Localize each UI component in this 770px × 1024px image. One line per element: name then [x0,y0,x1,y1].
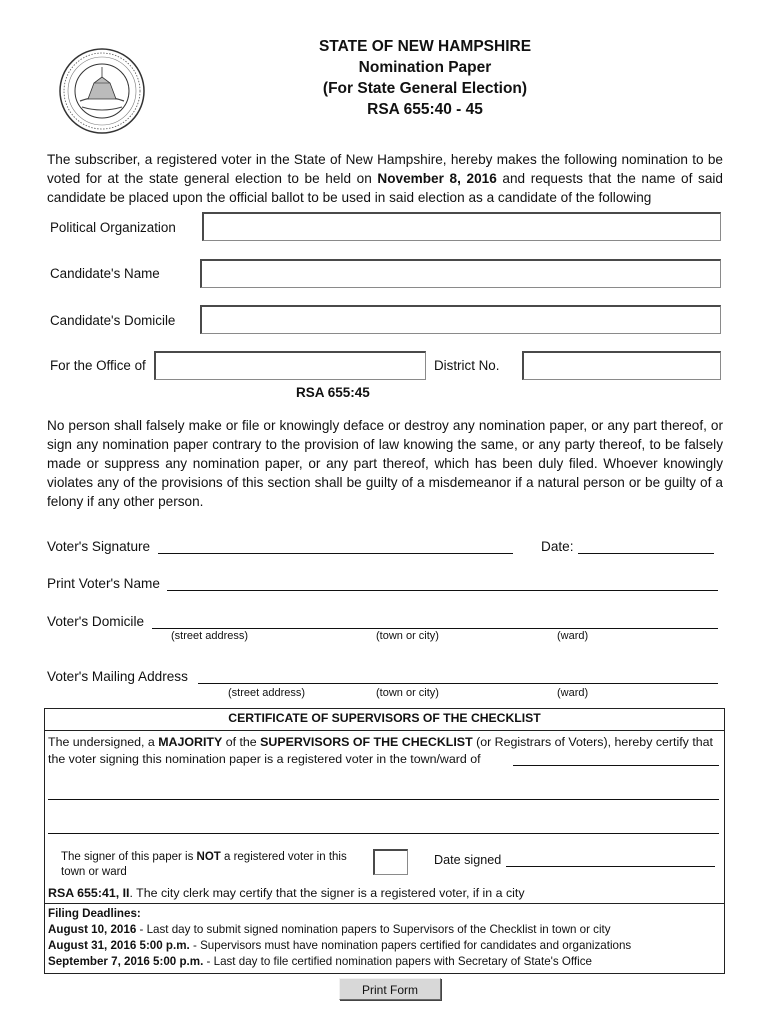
filing-text: - Supervisors must have nomination papers certified for candidates and organizations [189,939,632,952]
intro-paragraph [47,150,723,207]
certificate-divider [45,730,724,731]
filing-item [48,954,592,970]
date-signed-label: Date signed [434,853,502,867]
rsa-65541-text: . The city clerk may certify that the signer is a registered voter, if in a city [129,886,525,900]
intro-text-before: The subscriber, a registered voter in the State of New Hampshire, hereby makes the following nomination to be voted for at the state general election to be held on [47,152,723,186]
candidate-domicile-field[interactable] [200,305,721,334]
office-label: For the Office of [50,358,146,373]
cert-text-3: (or Registrars of Voters), hereby certify that the voter signing this nomination paper is a registered voter in the town/ward of [48,735,713,766]
supervisor-signature-line-1[interactable] [48,799,719,800]
filing-item [48,938,631,954]
voter-domicile-label: Voter's Domicile [47,614,145,629]
town-ward-line[interactable] [513,765,719,766]
title-line-3: (For State General Election) [322,80,528,97]
candidate-name-field[interactable] [200,259,721,288]
voter-signature-label: Voter's Signature [47,539,151,554]
not-registered-checkbox[interactable] [373,849,408,875]
not-text-1: The signer of this paper is [61,851,197,863]
candidate-domicile-label: Candidate's Domicile [50,313,176,328]
print-name-line[interactable] [167,590,718,591]
certificate-box [44,708,725,904]
domicile-street-caption: (street address) [171,630,249,642]
print-name-label: Print Voter's Name [47,576,160,591]
intro-text-after: and requests that the name of said candidate be placed upon the official ballot to be used in said election as a candidate of the following [47,171,723,205]
election-date: November 8, 2016 [377,171,497,186]
political-org-label: Political Organization [50,220,176,235]
voter-signature-line[interactable] [158,553,513,554]
supervisor-signature-line-2[interactable] [48,833,719,834]
filing-text: - Last day to submit signed nomination papers to Supervisors of the Checklist in town or city [136,923,611,936]
state-seal-icon [58,47,146,135]
cert-text-2: of the [222,735,261,749]
rsa-paragraph: No person shall falsely make or file or knowingly deface or destroy any nomination paper, or any part thereof, or sign any nomination paper contrary to the provision of law knowing the same, or any party thereof, to be falsely made or suppress any nomination paper, or any part thereof, which has been duly filed. Whoever knowingly violates any of the provisions of this section shall be guilty of a misdemeanor if a natural person or be guilty of a felony if any other person. [47,418,723,509]
candidate-name-label: Candidate's Name [50,266,160,281]
filing-date: September 7, 2016 5:00 p.m. [48,955,204,968]
filing-deadlines-box [44,904,725,974]
filing-item [48,922,611,938]
voter-domicile-line[interactable] [152,628,718,629]
rsa-65541-note [48,886,525,900]
district-field[interactable] [522,351,721,380]
district-label: District No. [434,358,500,373]
mailing-town-caption: (town or city) [376,687,439,699]
filing-date: August 10, 2016 [48,923,137,936]
filing-title: Filing Deadlines: [48,907,141,920]
cert-text-1: The undersigned, a [48,735,159,749]
rsa-heading: RSA 655:45 [296,385,370,400]
title-line-4: RSA 655:40 - 45 [367,101,483,118]
cert-supervisors: SUPERVISORS OF THE CHECKLIST [260,735,473,749]
certificate-statement [48,734,721,768]
domicile-town-caption: (town or city) [376,630,439,642]
mailing-ward-caption: (ward) [557,687,589,699]
political-org-field[interactable] [202,212,721,241]
not-text-2: a registered voter in this town or ward [61,851,347,878]
title-line-2: Nomination Paper [358,59,492,76]
cert-majority: MAJORITY [158,735,223,749]
mailing-address-line[interactable] [198,683,718,684]
date-signed-line[interactable] [506,866,715,867]
mailing-street-caption: (street address) [228,687,306,699]
title-line-1: STATE OF NEW HAMPSHIRE [318,38,532,55]
print-form-button[interactable]: Print Form [339,978,441,1000]
filing-date: August 31, 2016 5:00 p.m. [48,939,190,952]
not-registered-note [61,850,361,880]
page-title [200,36,650,120]
date-line[interactable] [578,553,714,554]
date-label: Date: [541,539,574,554]
not-word: NOT [196,851,221,863]
office-field[interactable] [154,351,426,380]
rsa-65541-ref: RSA 655:41, II [48,886,130,900]
mailing-address-label: Voter's Mailing Address [47,669,188,684]
domicile-ward-caption: (ward) [557,630,589,642]
filing-text: - Last day to file certified nomination papers with Secretary of State's Office [203,955,592,968]
certificate-title: CERTIFICATE OF SUPERVISORS OF THE CHECKLIST [228,711,541,725]
